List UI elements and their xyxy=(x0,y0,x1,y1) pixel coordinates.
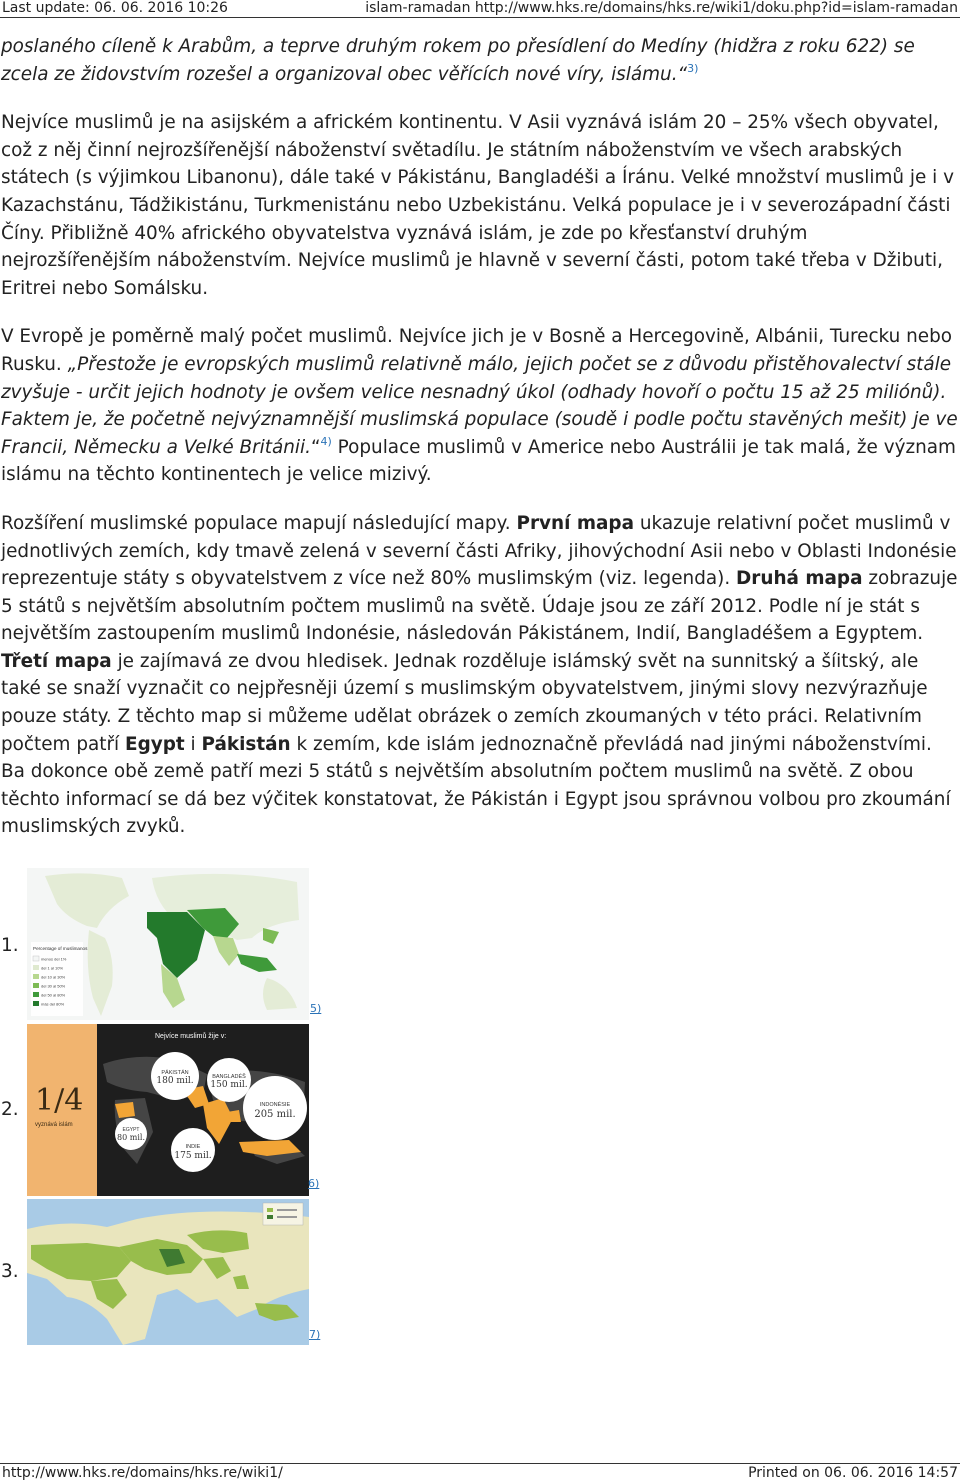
paragraph-europe xyxy=(1,323,959,489)
text: Populace muslimů v Americe nebo Austrálii je tak malá, že význam islámu na těchto kontinentech je velice mizivý. xyxy=(1,436,956,486)
printed-date-text: Printed on 06. 06. 2016 14:57 xyxy=(748,1465,958,1481)
figure-1 xyxy=(0,868,340,1023)
text: i xyxy=(184,733,202,755)
bubble-value: 175 mil. xyxy=(174,1151,212,1161)
page-header xyxy=(0,0,960,18)
header-rule xyxy=(0,17,960,18)
footnote-link-6[interactable]: 6) xyxy=(308,1177,320,1190)
sunni-shia-distribution-map[interactable] xyxy=(27,1199,309,1345)
legend-item: del 1 al 10% xyxy=(41,965,64,971)
bold-first-map: První mapa xyxy=(516,512,634,534)
figure-number: 3. xyxy=(1,1261,19,1282)
bubble-pakistan xyxy=(151,1052,199,1100)
page-id-text: islam-ramadan http://www.hks.re/domains/hks.re/wiki1/doku.php?id=islam-ramadan xyxy=(365,0,958,16)
text: ukazuje relativní počet muslimů v jednotlivých zemích, kdy tmavě zelená v severní části Afriky, jihovýchodní Asii nebo v Oblasti Indonésie reprezentuje státy s obyvatelstvem z více než 80% muslimským (viz. legenda). xyxy=(1,512,957,590)
paragraph-asia-africa: Nejvíce muslimů je na asijském a africkém kontinentu. V Asii vyznává islám 20 – 25% všech obyvatel, což z něj činní nejrozšířenější náboženství světadílu. Je státním náboženstvím ve všech arabských státech (s výjimkou Libanonu), dále také v Pákistánu, Bangladéši a Íránu. Velké množství muslimů je i v Kazachstánu, Tádžikistánu, Turkmenistánu nebo Uzbekistánu. Velká populace je i v severozápadní části Číny. Přibližně 40% afrického obyvatelstva vyznává islám, je zde po křesťanství druhým nejrozšířenějším náboženstvím. Nejvíce muslimů je hlavně v severní části, potom také třeba v Džibuti, Eritrei nebo Somálsku. xyxy=(1,112,954,299)
bubble-bangladesh xyxy=(207,1058,251,1102)
top-five-muslim-countries-map[interactable] xyxy=(27,1024,309,1196)
footnote-link-5[interactable]: 5) xyxy=(310,1002,322,1015)
figure-2 xyxy=(0,1023,340,1198)
europe-quote: „Přestože je evropských muslimů relativně málo, jejich počet se z důvodu přistěhovalectví stále zvyšuje - určit jejich hodnoty je ovšem velice nesnadný úkol (odhady hovoří o počtu 15 až 25 miliónů). Faktem je, že početně nejvýznamnější muslimská populace (soudě i podle počtu stavěných mešit) je ve Francii, Německu a Velké Británii. xyxy=(1,353,958,458)
bubble-value: 150 mil. xyxy=(210,1080,248,1090)
bubble-label: INDIE xyxy=(185,1144,201,1150)
bubble-value: 80 mil. xyxy=(117,1133,145,1142)
bubble-value: 180 mil. xyxy=(156,1076,194,1086)
bubble-indonesia xyxy=(243,1076,307,1140)
paragraph-quote-end xyxy=(1,33,959,88)
bubble-label: BANGLADÉŠ xyxy=(212,1074,246,1080)
text: k zemím, kde islám jednoznačně převládá nad jinými náboženstvími. Ba dokonce obě země patří mezi 5 států s největším absolutním počtem muslimů na světě. Z obou těchto informací se dá bez výčitek konstatovat, že Pákistán i Egypt jsou správnou volbou pro zkoumání muslimských zvyků. xyxy=(1,733,951,838)
legend-title: Percentage of muslimanos xyxy=(33,946,88,951)
footnote-link-4[interactable]: 4) xyxy=(320,434,332,448)
text: je zajímavá ze dvou hledisek. Jednak rozděluje islámský svět na sunnitský a šíitský, ale také se snaží vyznačit co nejpřesněji území s muslimským obyvatelstvem, jinými slovy nezvýrazňuje pouze státy. Z těchto map si můžeme udělat obrázek o zemích zkoumaných v této práci. Relativním počtem patří xyxy=(1,650,928,755)
muslim-percentage-world-map[interactable] xyxy=(27,868,309,1020)
figure-number: 2. xyxy=(1,1099,19,1120)
bubble-india xyxy=(171,1128,215,1172)
legend-item: del 10 al 30% xyxy=(41,974,66,980)
page-footer xyxy=(0,1463,960,1483)
fraction-text: 1/4 xyxy=(35,1083,84,1118)
base-url-text: http://www.hks.re/domains/hks.re/wiki1/ xyxy=(2,1465,283,1481)
map-title: Nejvíce muslimů žije v: xyxy=(155,1033,227,1040)
legend-item: más del 80% xyxy=(41,1001,65,1007)
footnote-link-3[interactable]: 3) xyxy=(687,61,699,75)
figure-3 xyxy=(0,1198,340,1348)
legend-item: del 50 al 80% xyxy=(41,992,66,998)
legend-item: menos del 1% xyxy=(41,956,67,962)
article-body xyxy=(1,33,959,862)
bubble-label: PÁKISTÁN xyxy=(161,1070,189,1076)
text: Rozšíření muslimské populace mapují následující mapy. xyxy=(1,512,517,534)
quote-text: poslaného cíleně k Arabům, a teprve druhým rokem po přesídlení do Medíny (hidžra z roku 622) se zcela ze židovstvím rozešel a organizoval obec věřících nové víry, islámu.“ xyxy=(1,36,915,85)
bold-second-map: Druhá mapa xyxy=(736,568,863,590)
fraction-caption: vyznává islám xyxy=(35,1122,73,1128)
bubble-label: EGYPT xyxy=(122,1127,140,1133)
text: zobrazuje 5 států s největším absolutním počtem muslimů na světě. Údaje jsou ze září 2012. Podle ní je stát s největším zastoupením muslimů Indonésie, následován Pákistánem, Indií, Bangladéšem a Egyptem. xyxy=(1,568,958,645)
figure-number: 1. xyxy=(1,935,19,956)
footnote-link-7[interactable]: 7) xyxy=(309,1328,321,1341)
bubble-value: 205 mil. xyxy=(254,1109,296,1120)
bold-pakistan: Pákistán xyxy=(201,733,291,755)
legend-item: del 30 al 50% xyxy=(41,983,66,989)
bubble-label: INDONÉSIE xyxy=(259,1102,291,1108)
bold-egypt: Egypt xyxy=(125,733,185,755)
bubble-egypt xyxy=(115,1118,147,1150)
text: V Evropě je poměrně malý počet muslimů. Nejvíce jich je v Bosně a Hercegovině, Albánii, Turecku nebo Rusku. xyxy=(1,326,953,375)
paragraph-maps xyxy=(1,510,959,841)
quote-close: “ xyxy=(311,436,321,458)
bold-third-map: Třetí mapa xyxy=(1,650,112,672)
last-update-text: Last update: 06. 06. 2016 10:26 xyxy=(2,0,228,16)
